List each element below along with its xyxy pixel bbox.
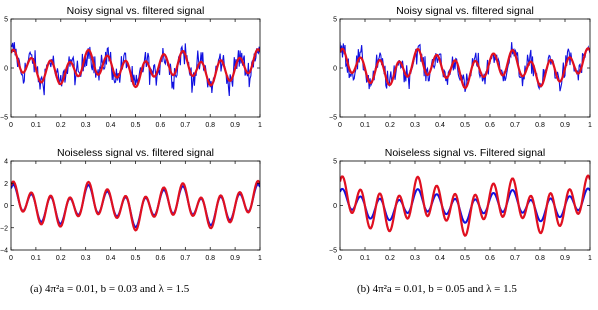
- x-tick-label-0-7: 0.7: [180, 122, 191, 129]
- y-tick-label-1-2: 5: [333, 16, 337, 24]
- x-tick-label-0-3: 0.3: [80, 122, 91, 129]
- x-tick-label-1-10: 1: [588, 122, 592, 129]
- x-tick-label-3-4: 0.4: [435, 255, 445, 262]
- series-clean-2: [11, 184, 260, 227]
- chart-title-2: Noiseless signal vs. filtered signal: [57, 147, 214, 159]
- y-tick-label-3-1: 0: [333, 203, 337, 210]
- x-tick-label-0-10: 1: [258, 122, 262, 129]
- x-tick-label-3-8: 0.8: [535, 255, 545, 262]
- plot-frame-0: [11, 19, 260, 117]
- x-tick-label-3-7: 0.7: [510, 255, 520, 262]
- x-tick-label-3-1: 0.1: [360, 255, 370, 262]
- y-tick-label-1-0: −5: [329, 114, 337, 122]
- y-tick-label-3-2: 5: [333, 158, 337, 166]
- x-tick-label-0-0: 0: [9, 122, 13, 129]
- x-tick-label-2-10: 1: [258, 255, 262, 262]
- x-tick-label-1-6: 0.6: [485, 122, 495, 129]
- x-tick-label-3-0: 0: [338, 255, 342, 262]
- y-tick-label-2-1: −2: [0, 225, 8, 233]
- y-tick-label-2-2: 0: [4, 203, 8, 210]
- x-tick-label-0-6: 0.6: [155, 122, 166, 129]
- chart-title-3: Noiseless signal vs. Filtered signal: [384, 147, 546, 159]
- x-tick-label-2-4: 0.4: [105, 255, 116, 262]
- y-tick-label-0-0: −5: [0, 114, 8, 122]
- x-tick-label-1-3: 0.3: [410, 122, 420, 129]
- chart-title-0: Noisy signal vs. filtered signal: [66, 5, 205, 17]
- y-tick-label-2-0: −4: [0, 247, 8, 255]
- x-tick-label-1-5: 0.5: [460, 122, 470, 129]
- x-tick-label-2-9: 0.9: [230, 255, 240, 262]
- caption-a: (a) 4π²a = 0.01, b = 0.03 and λ = 1.5: [30, 283, 190, 295]
- x-tick-label-1-1: 0.1: [360, 122, 370, 129]
- x-tick-label-1-0: 0: [338, 122, 342, 129]
- series-filtered-3: [340, 176, 590, 236]
- series-filtered-2: [11, 181, 260, 230]
- x-tick-label-3-10: 1: [588, 255, 592, 262]
- x-tick-label-2-1: 0.1: [31, 255, 41, 262]
- y-tick-label-2-3: 2: [4, 180, 8, 188]
- x-tick-label-1-4: 0.4: [435, 122, 445, 129]
- x-tick-label-3-2: 0.2: [385, 255, 395, 262]
- x-tick-label-2-0: 0: [9, 255, 13, 262]
- y-tick-label-0-2: 5: [4, 16, 8, 24]
- x-tick-label-2-8: 0.8: [205, 255, 216, 262]
- x-tick-label-0-9: 0.9: [230, 122, 240, 129]
- x-tick-label-3-6: 0.6: [485, 255, 495, 262]
- x-tick-label-2-2: 0.2: [55, 255, 66, 262]
- x-tick-label-2-5: 0.5: [130, 255, 141, 262]
- x-tick-label-0-1: 0.1: [31, 122, 41, 129]
- caption-b: (b) 4π²a = 0.01, b = 0.05 and λ = 1.5: [357, 283, 517, 295]
- x-tick-label-1-8: 0.8: [535, 122, 545, 129]
- x-tick-label-1-9: 0.9: [560, 122, 570, 129]
- x-tick-label-0-8: 0.8: [205, 122, 216, 129]
- x-tick-label-2-7: 0.7: [180, 255, 191, 262]
- x-tick-label-2-6: 0.6: [155, 255, 166, 262]
- y-tick-label-0-1: 0: [4, 65, 8, 73]
- series-filtered-1: [340, 48, 590, 88]
- x-tick-label-3-3: 0.3: [410, 255, 420, 262]
- x-tick-label-1-7: 0.7: [510, 122, 520, 129]
- plot-frame-2: [11, 161, 260, 250]
- chart-title-1: Noisy signal vs. filtered signal: [396, 5, 534, 17]
- x-tick-label-2-3: 0.3: [80, 255, 91, 262]
- y-tick-label-3-0: −5: [329, 247, 337, 255]
- x-tick-label-3-5: 0.5: [460, 255, 470, 262]
- y-tick-label-2-4: 4: [4, 158, 8, 166]
- x-tick-label-1-2: 0.2: [385, 122, 395, 129]
- x-tick-label-0-2: 0.2: [55, 122, 66, 129]
- x-tick-label-0-4: 0.4: [105, 122, 116, 129]
- y-tick-label-1-1: 0: [333, 65, 337, 73]
- x-tick-label-3-9: 0.9: [560, 255, 570, 262]
- x-tick-label-0-5: 0.5: [130, 122, 141, 129]
- plot-frame-1: [340, 19, 590, 117]
